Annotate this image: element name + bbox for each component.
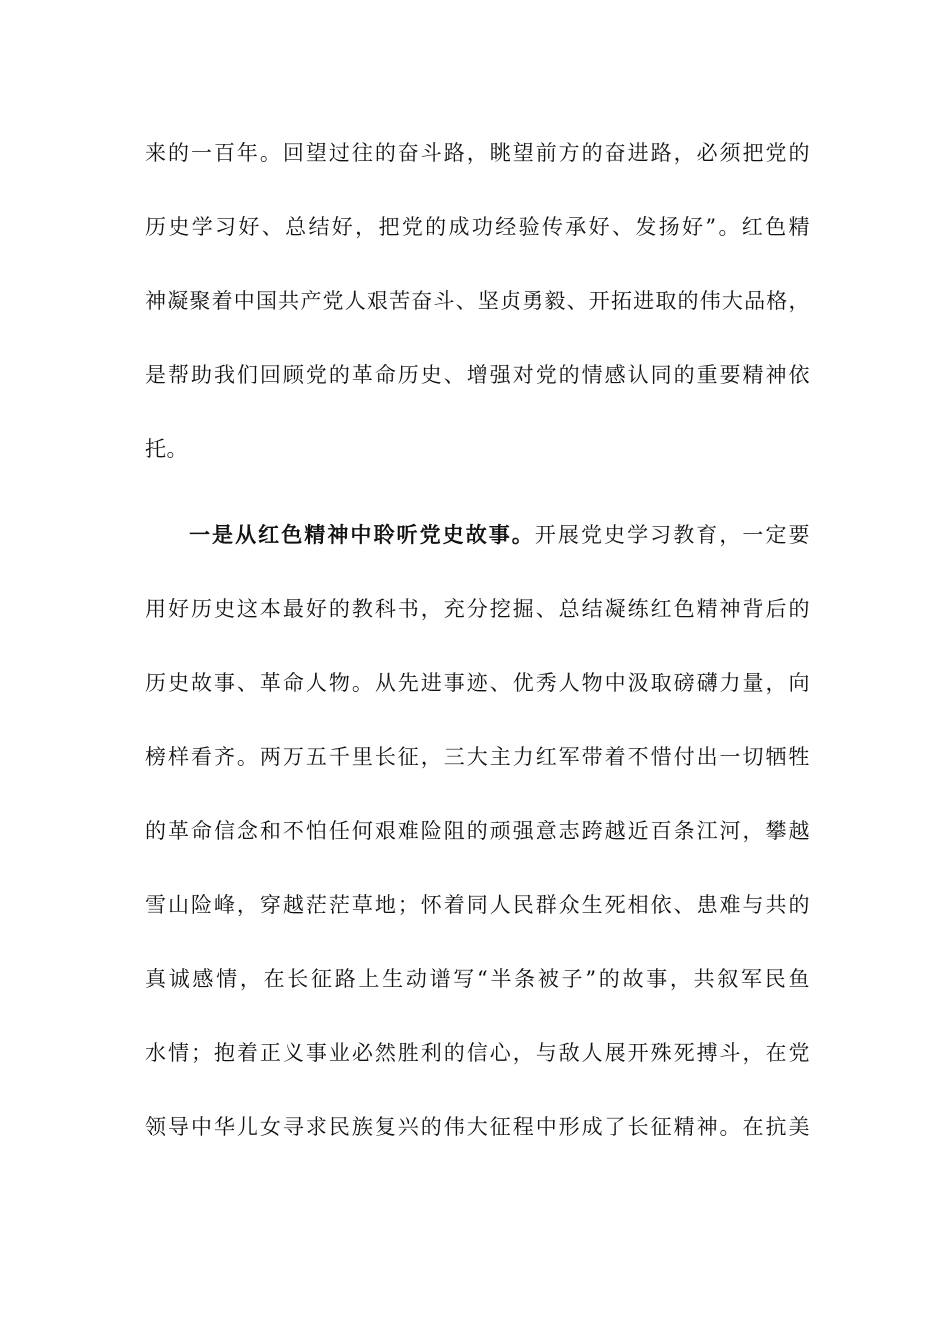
- paragraph-first-line: [145, 520, 810, 550]
- paragraph-line: 历史学习好、总结好，把党的成功经验传承好、发扬好”。红色精: [145, 215, 810, 239]
- paragraph-line: 水情；抱着正义事业必然胜利的信心，与敌人展开殊死搏斗，在党: [145, 1041, 810, 1065]
- paragraph-line: 托。: [145, 437, 188, 461]
- paragraph-text: 开展党史学习教育，一定要: [534, 523, 811, 547]
- paragraph-line: 真诚感情，在长征路上生动谱写“半条被子”的故事，共叙军民鱼: [145, 967, 810, 991]
- paragraph-line: 来的一百年。回望过往的奋斗路，眺望前方的奋进路，必须把党的: [145, 141, 810, 165]
- document-page: [145, 0, 810, 1344]
- paragraph-line: 历史故事、革命人物。从先进事迹、优秀人物中汲取磅礴力量，向: [145, 671, 810, 695]
- paragraph-line: 神凝聚着中国共产党人艰苦奋斗、坚贞勇毅、开拓进取的伟大品格，: [145, 289, 810, 313]
- paragraph-line: 的革命信念和不怕任何艰难险阻的顽强意志跨越近百条江河，攀越: [145, 819, 810, 843]
- paragraph-line: 用好历史这本最好的教科书，充分挖掘、总结凝练红色精神背后的: [145, 597, 810, 621]
- section-heading: 一是从红色精神中聆听党史故事。: [189, 522, 535, 547]
- paragraph-line: 榜样看齐。两万五千里长征，三大主力红军带着不惜付出一切牺牲: [145, 745, 810, 769]
- paragraph-line: 雪山险峰，穿越茫茫草地；怀着同人民群众生死相依、患难与共的: [145, 893, 810, 917]
- paragraph-line: 领导中华儿女寻求民族复兴的伟大征程中形成了长征精神。在抗美: [145, 1115, 810, 1139]
- paragraph-line: 是帮助我们回顾党的革命历史、增强对党的情感认同的重要精神依: [145, 363, 810, 387]
